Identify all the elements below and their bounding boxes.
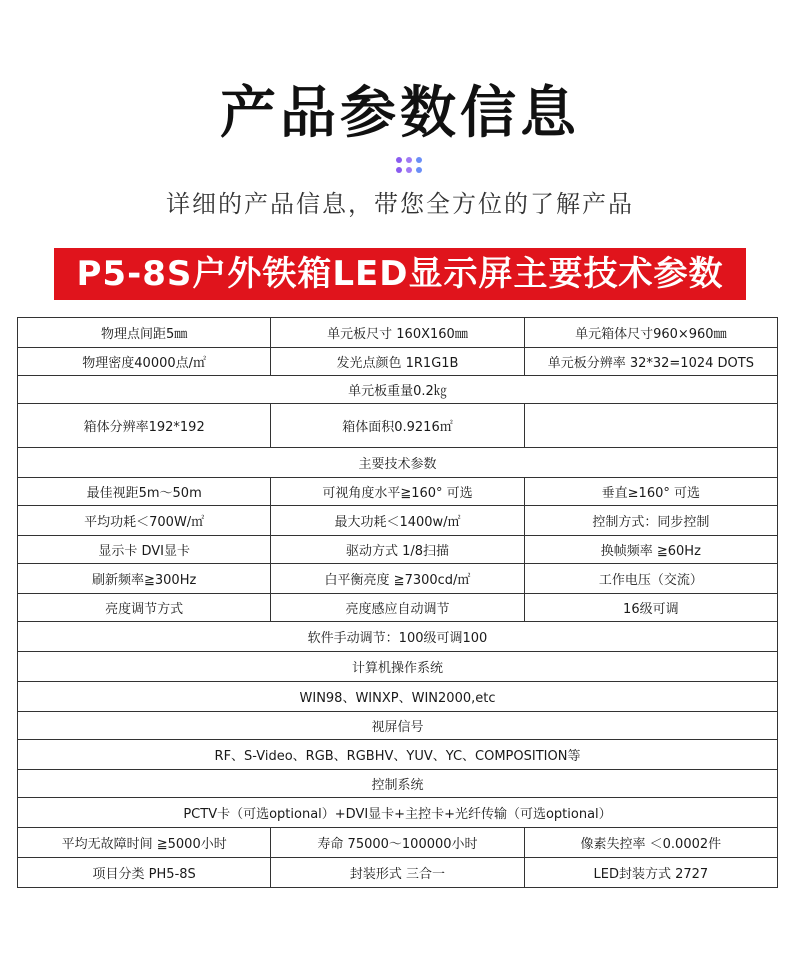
table-row <box>18 652 778 682</box>
table-cell: 换帧频率 ≧60Hz <box>524 536 777 564</box>
table-cell: 最佳视距5m～50m <box>18 478 271 506</box>
table-cell: 单元板尺寸 160X160㎜ <box>271 318 524 348</box>
table-cell: 驱动方式 1/8扫描 <box>271 536 524 564</box>
page-header <box>0 0 800 240</box>
table-cell: WIN98、WINXP、WIN2000,etc <box>18 682 778 712</box>
table-cell: 16级可调 <box>524 594 777 622</box>
table-cell: 寿命 75000～100000小时 <box>271 828 524 858</box>
table-cell: 显示卡 DVI显卡 <box>18 536 271 564</box>
table-row <box>18 712 778 740</box>
table-row <box>18 448 778 478</box>
table-cell: 像素失控率 ＜0.0002件 <box>524 828 777 858</box>
table-row <box>18 348 778 376</box>
table-cell: 垂直≥160° 可选 <box>524 478 777 506</box>
table-cell: 刷新频率≧300Hz <box>18 564 271 594</box>
table-row <box>18 798 778 828</box>
decorative-dot <box>406 167 412 173</box>
spec-table <box>17 317 778 888</box>
table-cell: 项目分类 PH5-8S <box>18 858 271 888</box>
table-cell: 亮度调节方式 <box>18 594 271 622</box>
decorative-dot <box>396 157 402 163</box>
table-cell: LED封装方式 2727 <box>524 858 777 888</box>
table-cell: 平均无故障时间 ≧5000小时 <box>18 828 271 858</box>
decorative-dot <box>416 157 422 163</box>
table-row <box>18 478 778 506</box>
table-cell: 控制系统 <box>18 770 778 798</box>
table-cell: PCTV卡（可选optional）+DVI显卡+主控卡+光纤传输（可选optional） <box>18 798 778 828</box>
table-row <box>18 740 778 770</box>
decorative-dot <box>396 167 402 173</box>
table-row <box>18 506 778 536</box>
table-cell: 控制方式：同步控制 <box>524 506 777 536</box>
table-cell: 箱体分辨率192*192 <box>18 404 271 448</box>
table-row <box>18 564 778 594</box>
table-cell: 物理点间距5㎜ <box>18 318 271 348</box>
table-cell: 最大功耗＜1400w/㎡ <box>271 506 524 536</box>
table-row <box>18 622 778 652</box>
table-cell: 箱体面积0.9216㎡ <box>271 404 524 448</box>
table-row <box>18 376 778 404</box>
table-row <box>18 682 778 712</box>
table-cell: 可视角度水平≧160° 可选 <box>271 478 524 506</box>
table-cell: 平均功耗＜700W/㎡ <box>18 506 271 536</box>
table-cell: 软件手动调节：100级可调100 <box>18 622 778 652</box>
table-row <box>18 828 778 858</box>
table-cell: 单元箱体尺寸960×960㎜ <box>524 318 777 348</box>
table-cell: 封装形式 三合一 <box>271 858 524 888</box>
table-cell: 单元板分辨率 32*32=1024 DOTS <box>524 348 777 376</box>
decorative-dot <box>416 167 422 173</box>
table-row <box>18 770 778 798</box>
page-title: 产品参数信息 <box>220 81 580 146</box>
table-row <box>18 594 778 622</box>
table-cell <box>524 404 777 448</box>
table-cell: 工作电压（交流） <box>524 564 777 594</box>
table-cell: 单元板重量0.2㎏ <box>18 376 778 404</box>
table-row <box>18 404 778 448</box>
table-cell: 亮度感应自动调节 <box>271 594 524 622</box>
table-cell: 主要技术参数 <box>18 448 778 478</box>
table-cell: RF、S-Video、RGB、RGBHV、YUV、YC、COMPOSITION等 <box>18 740 778 770</box>
decorative-dot <box>406 157 412 163</box>
table-cell: 视屏信号 <box>18 712 778 740</box>
table-cell: 发光点颜色 1R1G1B <box>271 348 524 376</box>
table-cell: 物理密度40000点/㎡ <box>18 348 271 376</box>
table-row <box>18 858 778 888</box>
page-subtitle: 详细的产品信息，带您全方位的了解产品 <box>166 190 634 218</box>
decorative-dots <box>388 157 428 177</box>
table-cell: 计算机操作系统 <box>18 652 778 682</box>
table-cell: 白平衡亮度 ≧7300cd/㎡ <box>271 564 524 594</box>
spec-banner: P5-8S户外铁箱LED显示屏主要技术参数 <box>54 248 746 300</box>
table-row <box>18 536 778 564</box>
table-row <box>18 318 778 348</box>
